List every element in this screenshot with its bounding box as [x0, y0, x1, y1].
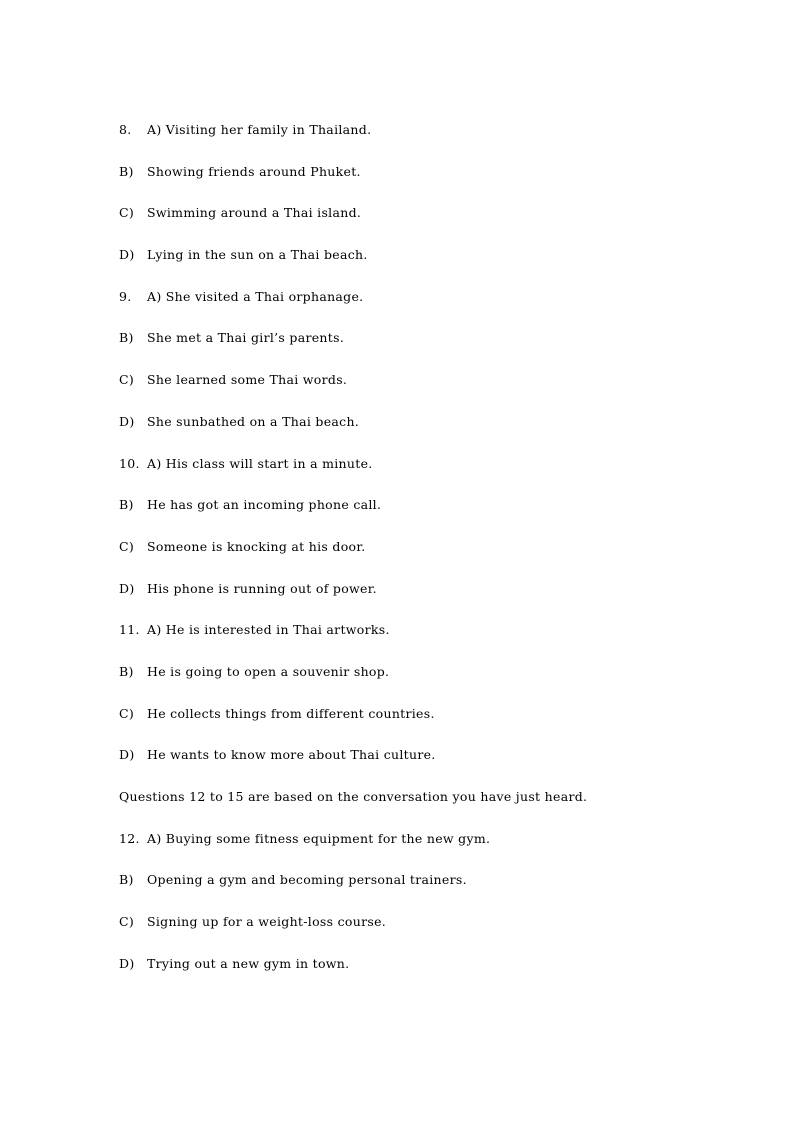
option-label: C) [119, 538, 135, 554]
option-label: D) [119, 413, 135, 429]
option-label: B) [119, 872, 134, 888]
option-label: B) [119, 330, 134, 346]
option-text: Opening a gym and becoming personal trainers. [147, 872, 467, 888]
question-11-option-c [119, 705, 719, 747]
option-text: Showing friends around Phuket. [147, 163, 361, 179]
option-text: She met a Thai girl’s parents. [147, 330, 345, 346]
option-text: She sunbathed on a Thai beach. [147, 413, 360, 429]
question-11-option-a [119, 621, 719, 663]
question-10-option-b [119, 496, 719, 538]
option-text: Signing up for a weight-loss course. [147, 914, 387, 930]
option-text: A) His class will start in a minute. [147, 455, 373, 471]
option-text: Swimming around a Thai island. [147, 205, 362, 221]
question-9-option-c [119, 371, 719, 413]
question-number: 11. [119, 622, 140, 638]
question-11-option-d [119, 746, 719, 788]
question-9-option-d [119, 413, 719, 455]
option-label: B) [119, 163, 134, 179]
question-12-option-c [119, 913, 719, 955]
option-label: C) [119, 914, 135, 930]
option-text: He has got an incoming phone call. [147, 497, 382, 513]
option-text: A) He is interested in Thai artworks. [147, 622, 390, 638]
option-label: D) [119, 247, 135, 263]
section-instruction [119, 788, 719, 830]
question-8-option-a [119, 121, 719, 163]
option-label: C) [119, 372, 135, 388]
question-number: 9. [119, 288, 132, 304]
option-text: He collects things from different countries. [147, 705, 435, 721]
option-text: He is going to open a souvenir shop. [147, 663, 390, 679]
option-label: D) [119, 747, 135, 763]
question-number: 12. [119, 830, 140, 846]
question-number: 8. [119, 122, 132, 137]
instruction-text: Questions 12 to 15 are based on the conversation you have just heard. [119, 789, 588, 804]
option-text: A) Buying some fitness equipment for the new gym. [147, 830, 491, 846]
question-12-option-a [119, 830, 719, 872]
option-text: She learned some Thai words. [147, 372, 348, 388]
option-label: D) [119, 955, 135, 971]
question-11-option-b [119, 663, 719, 705]
question-8-option-c [119, 204, 719, 246]
question-10-option-a [119, 455, 719, 497]
option-text: A) She visited a Thai orphanage. [147, 288, 364, 304]
question-9-option-a [119, 288, 719, 330]
question-9-option-b [119, 329, 719, 371]
question-10-option-d [119, 580, 719, 622]
option-label: C) [119, 205, 135, 221]
question-8-option-b [119, 163, 719, 205]
option-label: D) [119, 580, 135, 596]
question-12-option-d [119, 955, 719, 997]
option-text: Trying out a new gym in town. [147, 955, 350, 971]
question-number: 10. [119, 455, 140, 471]
option-text: Lying in the sun on a Thai beach. [147, 247, 368, 263]
option-text: Someone is knocking at his door. [147, 538, 366, 554]
question-12-option-b [119, 871, 719, 913]
option-text: His phone is running out of power. [147, 580, 377, 596]
document-page [119, 121, 719, 996]
option-label: B) [119, 663, 134, 679]
question-8-option-d [119, 246, 719, 288]
option-text: A) Visiting her family in Thailand. [147, 122, 372, 137]
question-10-option-c [119, 538, 719, 580]
option-label: C) [119, 705, 135, 721]
option-text: He wants to know more about Thai culture. [147, 747, 436, 763]
option-label: B) [119, 497, 134, 513]
